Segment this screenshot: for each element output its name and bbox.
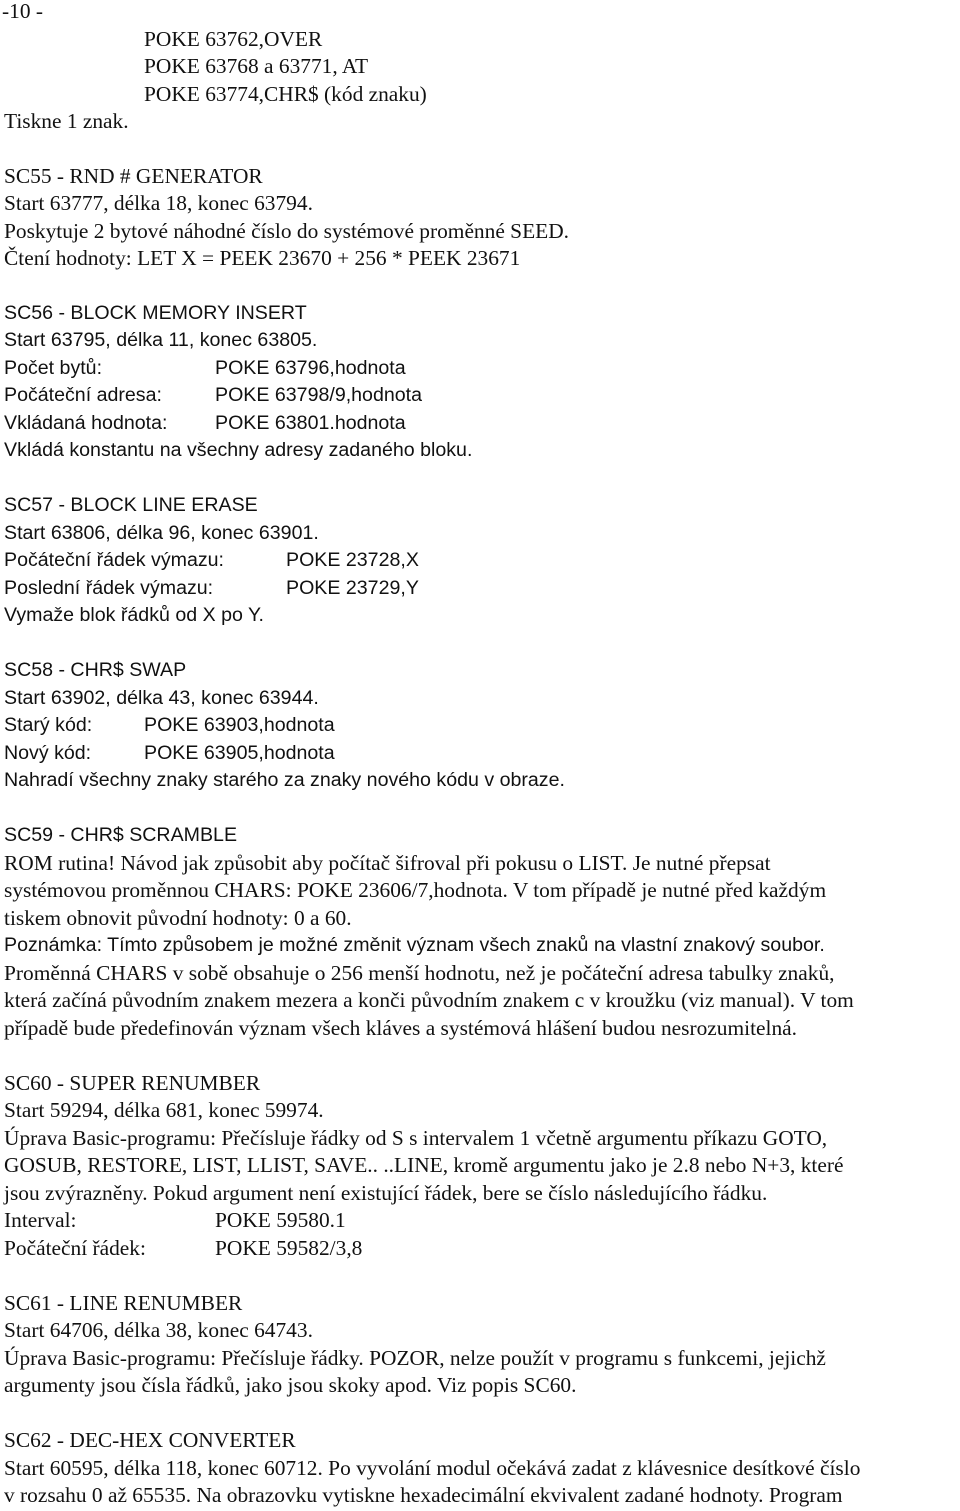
sc58-desc: Nahradí všechny znaky starého za znaky nového kódu v obraze. bbox=[4, 769, 565, 791]
sc60-param-1-value: POKE 59580.1 bbox=[215, 1208, 346, 1232]
sc55-line-2: Čtení hodnoty: LET X = PEEK 23670 + 256 * PEEK 23671 bbox=[4, 246, 521, 270]
sc57-param-1-value: POKE 23728,X bbox=[286, 549, 419, 571]
sc60-start: Start 59294, délka 681, konec 59974. bbox=[4, 1098, 324, 1122]
sc59-line-2: systémovou proměnnou CHARS: POKE 23606/7,hodnota. V tom případě je nutné před každým bbox=[4, 878, 827, 902]
sc60-title: SC60 - SUPER RENUMBER bbox=[4, 1071, 261, 1095]
sc59-line-1: ROM rutina! Návod jak způsobit aby počítač šifroval při pokusu o LIST. Je nutné přepsat bbox=[4, 851, 771, 875]
sc60-param-2-value: POKE 59582/3,8 bbox=[215, 1236, 363, 1260]
sc58-start: Start 63902, délka 43, konec 63944. bbox=[4, 687, 319, 709]
sc56-param-2-value: POKE 63798/9,hodnota bbox=[215, 384, 422, 406]
sc56-param-2-label: Počáteční adresa: bbox=[4, 384, 162, 406]
sc56-desc: Vkládá konstantu na všechny adresy zadaného bloku. bbox=[4, 439, 473, 461]
sc59-title: SC59 - CHR$ SCRAMBLE bbox=[4, 824, 238, 846]
sc62-line-1: Start 60595, délka 118, konec 60712. Po vyvolání modul očekává zadat z klávesnice desítkové číslo bbox=[4, 1456, 861, 1480]
intro-line-4: Tiskne 1 znak. bbox=[4, 109, 129, 133]
sc56-param-3-value: POKE 63801.hodnota bbox=[215, 412, 406, 434]
sc61-start: Start 64706, délka 38, konec 64743. bbox=[4, 1318, 313, 1342]
sc56-param-3-label: Vkládaná hodnota: bbox=[4, 412, 168, 434]
intro-line-3: POKE 63774,CHR$ (kód znaku) bbox=[144, 82, 427, 106]
sc55-line-1: Poskytuje 2 bytové náhodné číslo do systémové proměnné SEED. bbox=[4, 219, 569, 243]
sc60-param-2-label: Počáteční řádek: bbox=[4, 1236, 146, 1260]
sc57-param-2-label: Poslední řádek výmazu: bbox=[4, 577, 214, 599]
sc56-title: SC56 - BLOCK MEMORY INSERT bbox=[4, 302, 307, 324]
sc62-title: SC62 - DEC-HEX CONVERTER bbox=[4, 1428, 296, 1452]
sc57-param-2-value: POKE 23729,Y bbox=[286, 577, 419, 599]
sc57-start: Start 63806, délka 96, konec 63901. bbox=[4, 522, 319, 544]
intro-line-2: POKE 63768 a 63771, AT bbox=[144, 54, 369, 78]
sc57-param-1-label: Počáteční řádek výmazu: bbox=[4, 549, 224, 571]
intro-line-1: POKE 63762,OVER bbox=[144, 27, 323, 51]
sc58-param-1-label: Starý kód: bbox=[4, 714, 93, 736]
sc59-line-7: případě bude předefinován význam všech kláves a systémová hlášení budou nesrozumitelná. bbox=[4, 1016, 797, 1040]
sc56-start: Start 63795, délka 11, konec 63805. bbox=[4, 329, 318, 351]
page-number: -10 - bbox=[2, 0, 43, 23]
sc58-param-1-value: POKE 63903,hodnota bbox=[144, 714, 335, 736]
sc58-title: SC58 - CHR$ SWAP bbox=[4, 659, 187, 681]
sc61-line-2: argumenty jsou čísla řádků, jako jsou skoky apod. Viz popis SC60. bbox=[4, 1373, 577, 1397]
sc59-line-6: která začíná původním znakem mezera a konči původním znakem c v kroužku (viz manual). V tom bbox=[4, 988, 854, 1012]
sc60-line-1: Úprava Basic-programu: Přečísluje řádky od S s intervalem 1 včetně argumentu příkazu GOTO, bbox=[4, 1126, 828, 1150]
sc56-param-1-value: POKE 63796,hodnota bbox=[215, 357, 406, 379]
sc59-line-4: Poznámka: Tímto způsobem je možné změnit význam všech znaků na vlastní znakový soubor. bbox=[4, 934, 825, 956]
sc59-line-3: tiskem obnovit původní hodnoty: 0 a 60. bbox=[4, 906, 352, 930]
sc55-title: SC55 - RND # GENERATOR bbox=[4, 164, 263, 188]
sc59-line-5: Proměnná CHARS v sobě obsahuje o 256 menší hodnotu, než je počáteční adresa tabulky znaků, bbox=[4, 961, 835, 985]
sc62-line-2: v rozsahu 0 až 65535. Na obrazovku vytiskne hexadecimální ekvivalent zadané hodnoty. Program bbox=[4, 1483, 843, 1507]
sc61-line-1: Úprava Basic-programu: Přečísluje řádky. POZOR, nelze použít v programu s funkcemi, jejichž bbox=[4, 1346, 826, 1370]
sc58-param-2-value: POKE 63905,hodnota bbox=[144, 742, 335, 764]
sc57-title: SC57 - BLOCK LINE ERASE bbox=[4, 494, 258, 516]
sc60-param-1-label: Interval: bbox=[4, 1208, 77, 1232]
sc57-desc: Vymaže blok řádků od X po Y. bbox=[4, 604, 264, 626]
sc55-start: Start 63777, délka 18, konec 63794. bbox=[4, 191, 313, 215]
sc61-title: SC61 - LINE RENUMBER bbox=[4, 1291, 243, 1315]
sc58-param-2-label: Nový kód: bbox=[4, 742, 92, 764]
sc60-line-3: jsou zvýrazněny. Pokud argument není existující řádek, bere se číslo následujícího řádku. bbox=[4, 1181, 768, 1205]
sc60-line-2: GOSUB, RESTORE, LIST, LLIST, SAVE.. ..LINE, kromě argumentu jako je 2.8 nebo N+3, které bbox=[4, 1153, 844, 1177]
sc56-param-1-label: Počet bytů: bbox=[4, 357, 103, 379]
